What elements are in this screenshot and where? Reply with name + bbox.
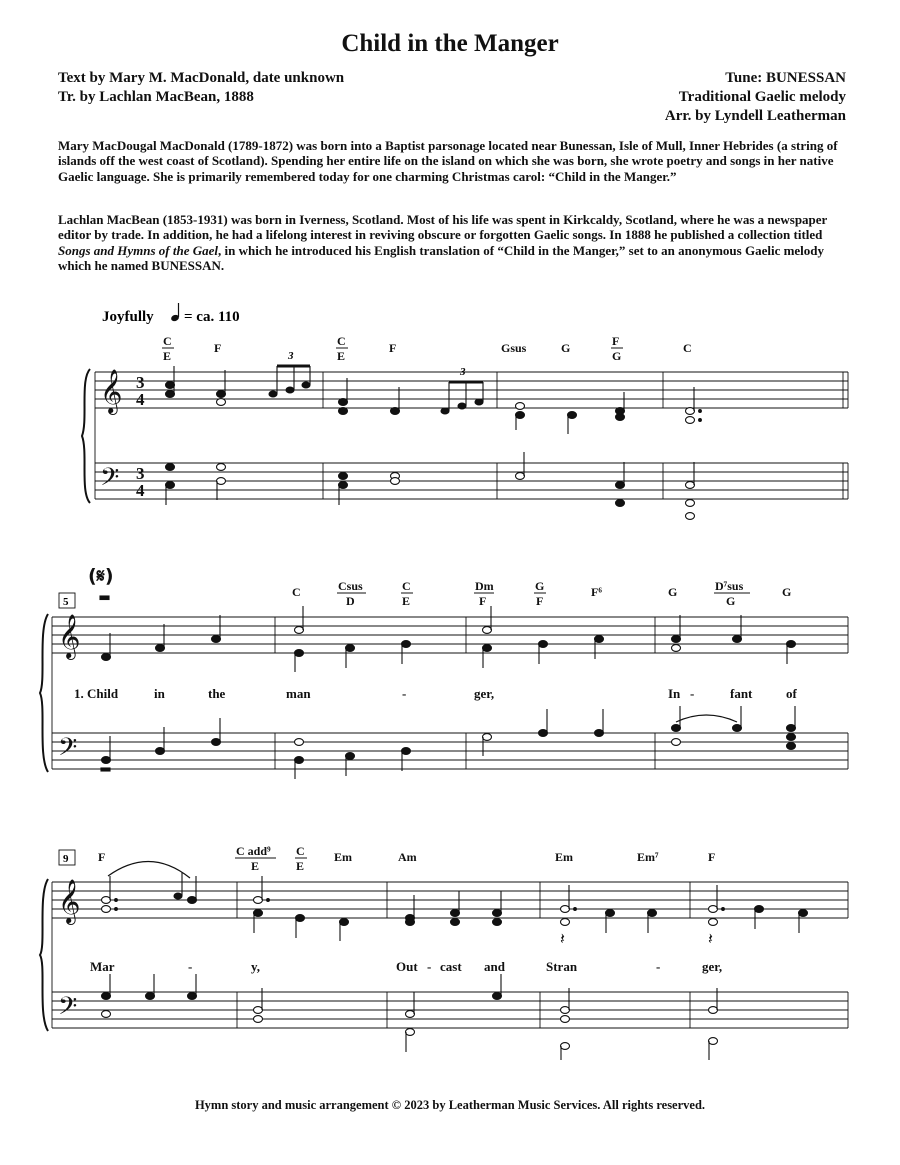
lyric-syllable: man	[286, 686, 311, 701]
lyric-syllable: fant	[730, 686, 753, 701]
chord-symbol: E	[163, 349, 172, 363]
chord-symbol: C	[337, 334, 346, 348]
chord-symbol: G	[561, 341, 571, 355]
chord-symbol: Dm	[475, 579, 494, 593]
chord-symbol: Csus	[338, 579, 363, 593]
page-title: Child in the Manger	[341, 30, 559, 57]
notes-system-1	[166, 366, 702, 519]
chord-symbol: G	[535, 579, 545, 593]
lyric-syllable: Out	[396, 959, 418, 974]
chord-symbol: G	[668, 585, 678, 599]
time-sig-bottom-treble: 4	[136, 390, 145, 409]
chord-symbol: F⁶	[591, 585, 602, 599]
lyric-syllable: and	[484, 959, 505, 974]
chord-symbol: F	[98, 850, 106, 864]
brace-2	[40, 614, 48, 772]
tempo-word: Joyfully	[102, 309, 154, 325]
bio-macbean-a: Lachlan MacBean (1853-1931) was born in Iverness, Scotland. Most of his life was spent in Kirkcaldy, Scotland, where he was a newspaper editor by trade. In addition, he had a lifelong interest in reviving obscure or forgotten Gaelic songs. In 1888 he published a collection titled	[58, 212, 828, 243]
chord-symbol: G	[782, 585, 792, 599]
lyric-syllable: -	[690, 686, 695, 701]
lyric-syllable: in	[154, 686, 165, 701]
bio-macbean-b: , in which he introduced his English translation of “Child in the Manger,” set to an anonymous Gaelic melody which he named BUNESSAN.	[58, 242, 825, 273]
chord-symbol: C	[402, 579, 411, 593]
bass-clef-3: 𝄢	[58, 992, 78, 1027]
chord-symbol: Am	[398, 850, 417, 864]
quarter-rest-icon: 𝄽	[708, 929, 713, 948]
treble-clef-2: 𝄞	[58, 614, 81, 658]
bio-macdonald: Mary MacDougal MacDonald (1789-1872) was born into a Baptist parsonage located near Bunessan, Isle of Mull, Inner Hebrides (a string of islands off the west coast of Scotland). Spending her entire life on the island on which she was born, she wrote poetry and songs in her native Gaelic language. She is primarily remembered today for one charming Christmas carol: “Child in the Manger.”	[58, 138, 838, 184]
lyric-syllable: -	[656, 959, 661, 974]
chord-symbol: Em	[555, 850, 573, 864]
lyric-syllable: In	[668, 686, 681, 701]
quarter-rest-icon: 𝄽	[560, 929, 565, 948]
slur	[108, 861, 190, 878]
system-2-staves	[52, 617, 848, 769]
chord-symbol: F	[536, 594, 544, 608]
arranger: Arr. by Lyndell Leatherman	[664, 108, 846, 124]
system-3-staves	[52, 882, 848, 1028]
triplet-marker: 3	[288, 350, 294, 362]
lyric-syllable: y,	[251, 959, 261, 974]
time-sig-top-bass: 3	[136, 464, 145, 483]
lyric-syllable: of	[786, 686, 797, 701]
chord-symbol: E	[251, 859, 260, 873]
tie	[676, 715, 737, 722]
lyric-syllable: Mar	[90, 959, 115, 974]
chord-symbol: D⁷sus	[715, 579, 744, 593]
chord-symbol: E	[296, 859, 305, 873]
lyric-syllable: ger,	[474, 686, 495, 701]
chord-symbol: F	[214, 341, 222, 355]
chord-symbol: Em⁷	[637, 850, 659, 864]
chord-symbol: Em	[334, 850, 352, 864]
treble-clef-3: 𝄞	[58, 879, 81, 923]
lyric-syllable: Stran	[546, 959, 578, 974]
chord-symbol: C add⁹	[236, 844, 271, 858]
text-by: Text by Mary M. MacDonald, date unknown	[58, 70, 345, 86]
chord-symbol: E	[337, 349, 346, 363]
lyric-syllable: -	[427, 959, 432, 974]
brace-3	[40, 879, 48, 1031]
lyric-syllable: cast	[440, 959, 462, 974]
chord-symbol: F	[389, 341, 397, 355]
book-title: Songs and Hymns of the Gael	[58, 242, 218, 258]
chord-symbol: F	[708, 850, 716, 864]
measure-number-9: 9	[63, 853, 69, 865]
measure-number-5: 5	[63, 596, 69, 608]
time-sig-top-treble: 3	[136, 373, 145, 392]
melody-source: Traditional Gaelic melody	[678, 89, 846, 105]
chord-symbol: D	[346, 594, 355, 608]
tempo-value: = ca. 110	[184, 309, 240, 325]
lyric-syllable: -	[402, 686, 407, 701]
chord-symbol: C	[296, 844, 305, 858]
chord-symbol: G	[612, 349, 622, 363]
treble-clef-1: 𝄞	[100, 369, 123, 413]
lyric-syllable: ger,	[702, 959, 723, 974]
chord-symbol: C	[163, 334, 172, 348]
tune-name: Tune: BUNESSAN	[725, 70, 846, 86]
time-sig-bottom-bass: 4	[136, 481, 145, 500]
chord-symbol: E	[402, 594, 411, 608]
translated-by: Tr. by Lachlan MacBean, 1888	[58, 89, 254, 105]
lyric-syllable: 1. Child	[74, 686, 119, 701]
chord-symbol: F	[479, 594, 487, 608]
brace-1	[82, 369, 90, 503]
bass-clef-2: 𝄢	[58, 733, 78, 768]
chord-symbol: Gsus	[501, 341, 527, 355]
lyric-syllable: the	[208, 686, 226, 701]
lyric-syllable: -	[188, 959, 193, 974]
chord-symbol: F	[612, 334, 620, 348]
bass-clef-1: 𝄢	[100, 463, 120, 498]
system-1-staves	[95, 372, 848, 499]
triplet-marker: 3	[460, 366, 466, 378]
segno: (𝄋)	[88, 565, 114, 587]
chord-symbol: G	[726, 594, 736, 608]
chord-symbol: C	[292, 585, 301, 599]
copyright-footer: Hymn story and music arrangement © 2023 by Leatherman Music Services. All rights reserved.	[194, 1098, 706, 1112]
chord-symbol: C	[683, 341, 692, 355]
